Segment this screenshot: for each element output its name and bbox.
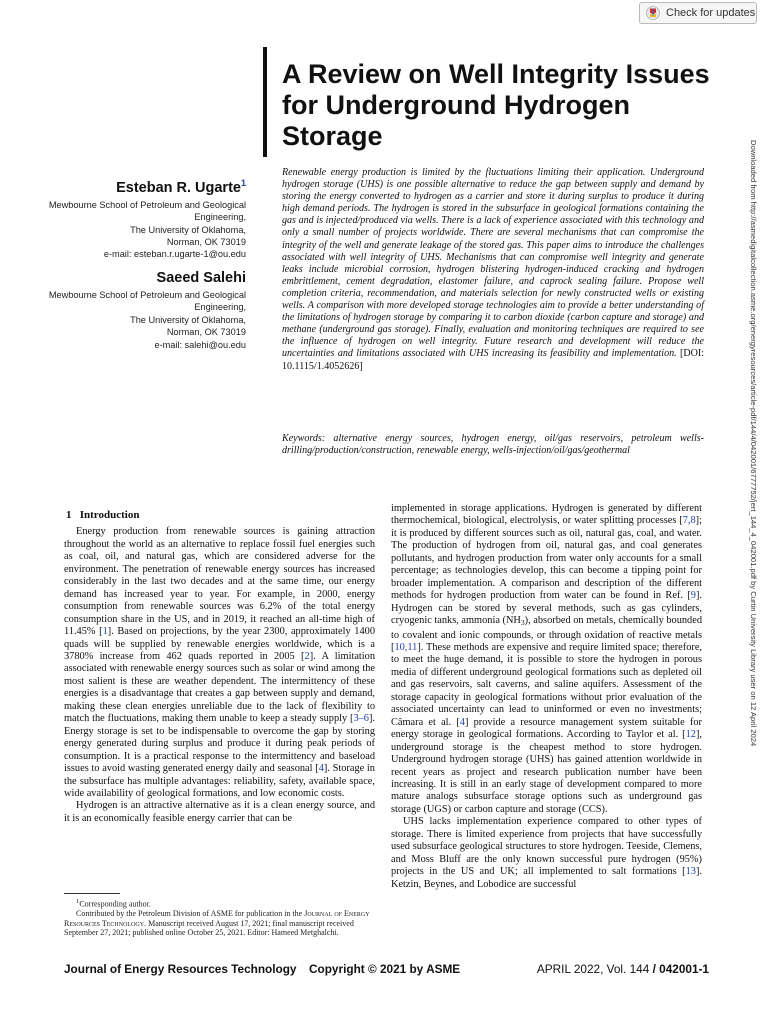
check-for-updates-button[interactable] (639, 2, 757, 24)
doi-link[interactable]: [DOI: 10.1115/1.4052626] (282, 348, 704, 372)
footnote-rule (64, 893, 120, 894)
abstract (282, 167, 704, 373)
author-name: Saeed Salehi (156, 270, 246, 286)
abstract-text: Renewable energy production is limited by the fluctuations limiting their application. Underground hydrogen storage (UHS) is one possible alternative to reduce the gap between supply and demand by storing the energy converted to hydrogen as a carrier and store it during surplus to produce it during high demand periods. The hydrogen is stored in the subsurface in geological formations containing the gas and is injected/produced via wells. There is a lack of experience associated with this technology and only a small number of projects worldwide. There are several mechanisms that can compromise the integrity of the well and generate leakage of the stored gas. This paper aims to introduce the challenges associated with well integrity of UHS. Mechanisms that can compromise well integrity and generate leaks include microbial corrosion, hydrogen blistering hydrogen-induced cracking and hydrogen embrittlement, cement degradation, elastomer failure, and caprock sealing failure. Propose well completion criteria, recommendation, and materials selection for newly constructed wells or existing wells. A comparison with more developed storage technologies aim to provide a better understanding of the limitations of hydrogen storage by comparing it to carbon dioxide (carbon capture and storage) and methane (underground gas storage). Finally, evaluation and monitoring techniques are required to see the influence of hydrogen on well integrity. Future research and development will reduce the uncertainties and limitations associated with UHS increasing its feasibility and implementation. (282, 167, 704, 360)
footer-journal: Journal of Energy Resources Technology (64, 962, 297, 976)
crossmark-icon (646, 6, 660, 20)
section-heading: 1 Introduction (66, 509, 140, 521)
author-name: Esteban R. Ugarte$^1$ (116, 178, 246, 196)
author-affiliation: Mewbourne School of Petroleum and Geological Engineering, The University of Oklahoma, Norman, OK 73019 e-mail: salehi@ou.edu (40, 289, 246, 351)
citation-link[interactable]: 2 (304, 650, 310, 662)
download-note: Downloaded from http://asmedigitalcollection.asme.org/energyresources/article-pdf/144/4/042001/6777752/jert_144_4_042001.pdf by Curtin University Library user on 12 April 2024 (749, 140, 758, 747)
left-column (64, 509, 375, 825)
citation-link[interactable]: 13 (685, 866, 696, 878)
footnote (64, 897, 375, 938)
check-for-updates-label: Check for updates (666, 7, 756, 19)
citation-link[interactable]: 7,8 (682, 515, 696, 527)
body-paragraph: Energy production from renewable sources is gaining attraction throughout the world as an alternative to replace fossil fuel energies such as coal, oil, and natural gas, which are considered adverse for the environment. The penetration of renewable energy sources has increased considerably in the last two decades and at the same time, our energy demand has increased year to year. For example, in 2000, energy consumption from renewable sources was 6.2% of the total energy consumption share in the US, and in 2019, it reached an all-time high of 11.45% [1]. Based on projections, by the year 2300, approximately 1400 quads will be supplied by renewable energies worldwide, which is a 3780% increase from 462 quads reported in 2005 [2]. A limitation associated with renewable energy sources such as solar or wind among the most salient is these are weather dependent. The intermittency of these energies is a disadvantage that creates a gap between supply and demand, making these clean energies unreliable due to the lack of flexibility to match the fluctuations, making them unable to keep a steady supply [3–6]. Energy storage is set to be indispensable to overcome the gap by storing energy generated during surplus and produce it during peak periods of consumption. It is a practical response to the intermittency and baseload issues to avoid wasting generated energy daily and seasonal [4]. Storage in the subsurface has multiple advantages: reliability, safety, available space, wide availability of geological formations, and low economic costs. (64, 526, 376, 799)
author-footnote-marker[interactable]: 1 (240, 178, 246, 188)
citation-link[interactable]: 3–6 (353, 713, 369, 725)
footer-copyright: Copyright © 2021 by ASME (309, 962, 461, 976)
body-paragraph: UHS lacks implementation experience compared to other types of storage. There is limited experience from projects that have successfully used subsurface geological structures to store hydrogen. Teeside, Clemens, and Moss Bluff are the only known successful pure hydrogen (95%) projects in the US and UK; all implemented to salt formations [13]. Ketzin, Beynes, and Lobodice are successful (391, 816, 702, 890)
citation-link[interactable]: 4 (318, 763, 324, 775)
right-column (391, 503, 702, 891)
body-paragraph: Hydrogen is an attractive alternative as it is a clean energy source, and it is an economically feasible energy carrier that can be (64, 800, 375, 824)
citation-link[interactable]: 9 (690, 590, 696, 602)
page-footer (64, 962, 709, 978)
footnote-contribution: Contributed by the Petroleum Division of ASME for publication in the Journal of Energy Resources Technology. Manuscript received August 17, 2021; final manuscript received September 27, 2021; published online October 25, 2021. Editor: Hameed Metghalchi. (64, 909, 370, 938)
footer-issue: APRIL 2022, Vol. 144 / 042001-1 (536, 962, 709, 976)
author-email[interactable]: e-mail: esteban.r.ugarte-1@ou.edu (103, 249, 246, 260)
author-affiliation: Mewbourne School of Petroleum and Geological Engineering, The University of Oklahoma, Norman, OK 73019 e-mail: esteban.r.ugarte-1@ou.edu (40, 199, 246, 261)
body-paragraph: implemented in storage applications. Hydrogen is generated by different thermochemical, biological, electrolysis, or water splitting processes [7,8]; it is produced by different sources such as oil, natural gas, coal, and water. The production of hydrogen from oil, natural gas, and coal generates pollutants, and hydrogen production from water only accounts for a small percentage; as technologies develop, this can become a tipping point for broader implementation. A comparison and description of the different methods for hydrogen production from water can be found in Ref. [9]. Hydrogen can be stored by several methods, such as gas cylinders, cryogenic tanks, ammonia $(NH_3)$, absorbed on metals, chemically bounded to covalent and ionic compounds, or through oxidation of reactive metals [10,11]. These methods are expensive and require limited space; therefore, to meet the huge demand, it is possible to store the hydrogen in porous media of different underground geological formations such as depleted oil and gas reservoirs, salt caverns, and saline aquifers. Assessment of the storage capacity in geological formations without prior evaluation of the associated uncertainty can lead to uninformed or even no investments; Câmara et al. [4] provide a resource management system suitable for energy storage in geological formations. According to Taylor et al. [12], underground storage is the cheapest method to store hydrogen. Underground hydrogen storage (UHS) has gained attention worldwide in recent years as project and research publication number have been increasing. It is still in an early stage of development compared to more mature analogs subsurface storage options such as underground gas storage (UGS) or carbon capture and storage (CCS). (391, 503, 702, 815)
citation-link[interactable]: 1 (102, 626, 108, 638)
paper-title: A Review on Well Integrity Issues for Underground Hydrogen Storage (282, 59, 710, 151)
title-rule (263, 47, 267, 157)
citation-link[interactable]: 12 (685, 729, 696, 741)
subscript: 3 (520, 618, 525, 628)
keywords: Keywords: alternative energy sources, hydrogen energy, oil/gas reservoirs, petroleum wells-drilling/production/construction, renewable energy, wells-injection/oil/gas/geothermal (282, 433, 704, 457)
author-block-2 (40, 270, 246, 351)
citation-link[interactable]: 4 (459, 716, 465, 728)
footnote-corresponding: $^1$Corresponding author. (76, 898, 151, 909)
author-block-1 (40, 178, 246, 261)
citation-link[interactable]: 10,11 (394, 641, 418, 653)
author-email[interactable]: e-mail: salehi@ou.edu (154, 339, 246, 350)
